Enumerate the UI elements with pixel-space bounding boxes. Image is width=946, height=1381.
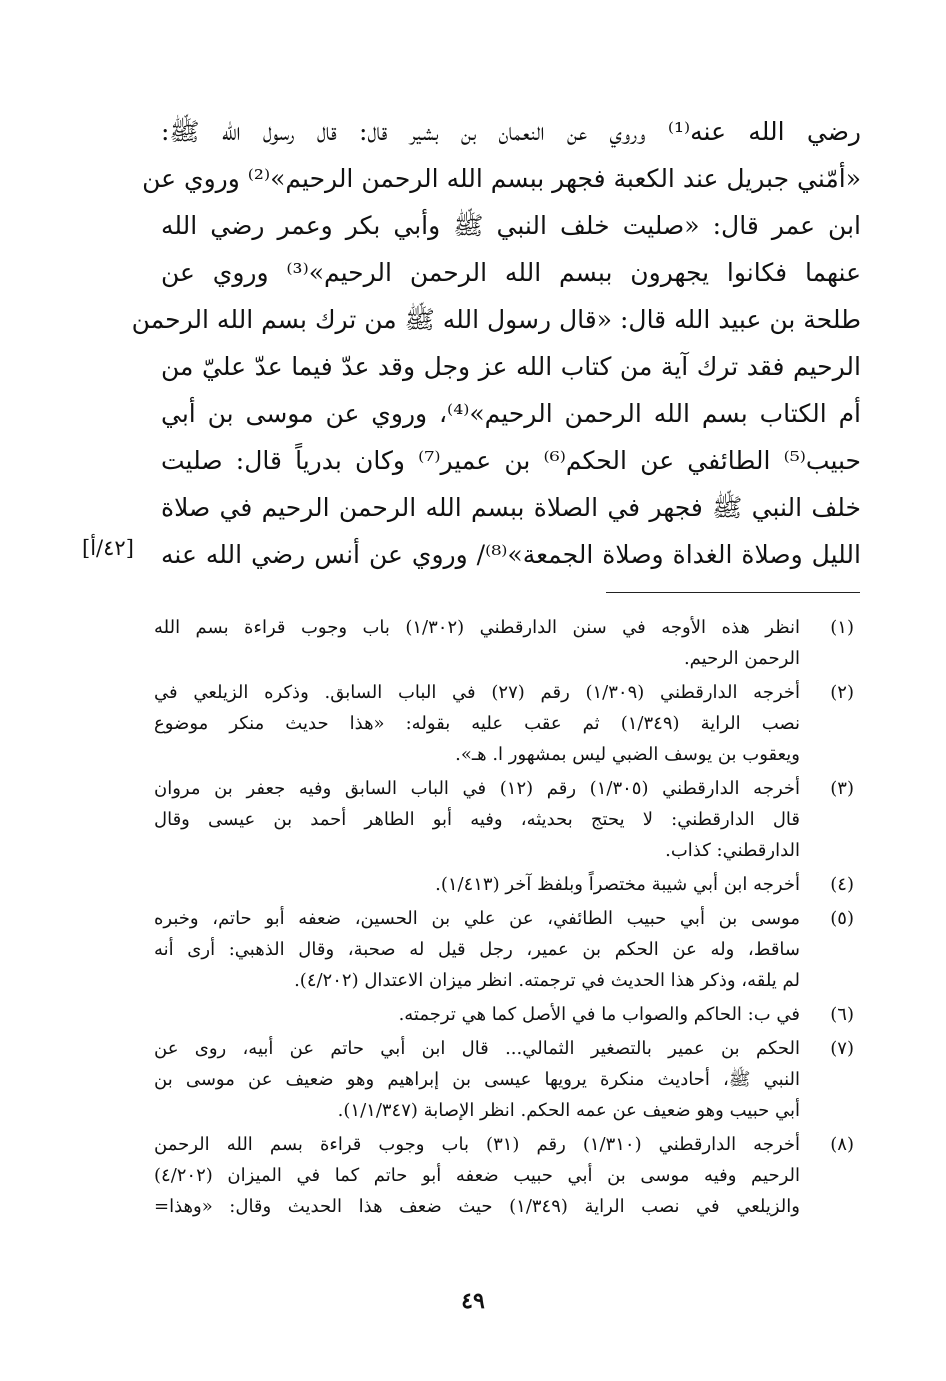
footnote-line: أخرجه الدارقطني (١/٣٠٩) رقم (٢٧) في الباب السابق. وذكره الزيلعي في xyxy=(154,682,800,703)
footnote-number: (٨) xyxy=(830,1134,854,1155)
footnote-line: أخرجه الدارقطني (١/٣٠٥) رقم (١٢) في الباب السابق وفيه جعفر بن مروان xyxy=(154,778,801,799)
main-text-line: خلف النبي ﷺ فجهر في الصلاة ببسم الله الرحمن الرحيم في صلاة xyxy=(161,493,861,522)
main-text-line: حبيب⁽⁵⁾ الطائفي عن الحكم⁽⁶⁾ بن عمير⁽⁷⁾ وكان بدرياً قال: صليت xyxy=(161,446,862,475)
page-number: ٤٩ xyxy=(461,1288,485,1314)
main-text-line: الليل وصلاة الغداة وصلاة الجمعة»⁽⁸⁾/ وروي عن أنس رضي الله عنه xyxy=(161,540,861,569)
main-text-line: الرحيم فقد ترك آية من كتاب الله عز وجل وقد عدّ فيما عدّ عليّ من xyxy=(161,352,861,381)
footnote-line: الرحيم وفيه موسى بن أبي حبيب ضعفه أبو حاتم كما في الميزان (٤/٢٠٢) xyxy=(154,1165,800,1186)
footnote-line: والزيلعي في نصب الراية (١/٣٤٩) حيث ضعف هذا الحديث وقال: «وهذا= xyxy=(154,1196,800,1217)
folio-marker: [٤٢/أ] xyxy=(82,536,134,560)
footnote xyxy=(154,677,854,770)
footnote-line: قال الدارقطني: لا يحتج بحديثه، وفيه أبو الطاهر أحمد بن عيسى وقال xyxy=(154,809,800,830)
footnote-line: ويعقوب بن يوسف الضبي ليس بمشهور ا. هـ». xyxy=(455,744,800,765)
footnote-line: نصب الراية (١/٣٤٩) ثم عقب عليه بقوله: «هذا حديث منكر موضوع xyxy=(154,713,800,734)
footnote xyxy=(154,773,854,866)
footnote-number: (٣) xyxy=(830,778,854,799)
footnote-number: (٢) xyxy=(830,682,854,703)
footnote xyxy=(154,1129,854,1222)
footnote-number: (٧) xyxy=(830,1038,854,1059)
footnote-line: النبي ﷺ، أحاديث منكرة يرويها عيسى بن إبراهيم وهو ضعيف عن موسى بن xyxy=(154,1069,800,1090)
footnote xyxy=(154,1033,854,1126)
main-text-line: طلحة بن عبيد الله قال: «قال رسول الله ﷺ من ترك بسم الله الرحمن xyxy=(131,305,861,334)
main-text xyxy=(131,108,862,578)
main-text-line: عنهما فكانوا يجهرون ببسم الله الرحمن الرحيم»⁽³⁾ وروي عن xyxy=(161,258,861,287)
footnote-line: موسى بن أبي حبيب الطائفي، عن علي بن الحسين، ضعفه أبو حاتم، وخبره xyxy=(154,908,800,929)
footnote-separator xyxy=(606,592,860,593)
footnotes xyxy=(154,612,854,1225)
footnote-number: (٥) xyxy=(830,908,854,929)
footnote-line: أبي حبيب وهو ضعيف عن عمه الحكم. انظر الإصابة (١/١/٣٤٧). xyxy=(337,1100,800,1121)
footnote-line: أخرجه ابن أبي شيبة مختصراً وبلفظ آخر (١/٤١٣). xyxy=(435,874,800,895)
footnote-line: الرحمن الرحيم. xyxy=(683,648,800,669)
footnote xyxy=(154,869,854,900)
footnote-number: (٤) xyxy=(830,874,854,895)
footnote-line: أخرجه الدارقطني (١/٣١٠) رقم (٣١) باب وجوب قراءة بسم الله الرحمن xyxy=(154,1134,801,1155)
footnote-line: ساقط، وله عن الحكم بن عمير، رجل قيل له صحبة، وقال الذهبي: أرى أنه xyxy=(154,939,800,960)
main-text-line: أم الكتاب بسم الله الرحمن الرحيم»⁽⁴⁾، وروي عن موسى بن أبي xyxy=(161,399,861,428)
footnote-line: انظر هذه الأوجه في سنن الدارقطني (١/٣٠٢) باب وجوب قراءة بسم الله xyxy=(154,617,800,638)
footnote-number: (١) xyxy=(830,617,854,638)
footnote-number: (٦) xyxy=(830,1004,854,1025)
main-text-line: رضي الله عنه⁽¹⁾ وروي عن النعمان بن بشير قال: قال رسول الله ﷺ: xyxy=(161,117,861,146)
footnote xyxy=(154,999,854,1030)
footnote-line: في ب: الحاكم والصواب ما في الأصل كما هي ترجمته. xyxy=(398,1004,800,1025)
footnote xyxy=(154,612,854,674)
footnote-line: الحكم بن عمير بالتصغير الثمالي... قال ابن أبي حاتم عن أبيه، روى عن xyxy=(154,1038,800,1059)
footnote-line: الدارقطني: كذاب. xyxy=(665,840,800,861)
main-text-line: ابن عمر قال: «صليت خلف النبي ﷺ وأبي بكر وعمر رضي الله xyxy=(161,211,861,240)
footnote xyxy=(154,903,854,996)
footnote-line: لم يلقه، وذكر هذا الحديث في ترجمته. انظر ميزان الاعتدال (٤/٢٠٢). xyxy=(294,970,800,991)
main-text-line: «أمّني جبريل عند الكعبة فجهر ببسم الله الرحمن الرحيم»⁽²⁾ وروي عن xyxy=(142,164,861,193)
